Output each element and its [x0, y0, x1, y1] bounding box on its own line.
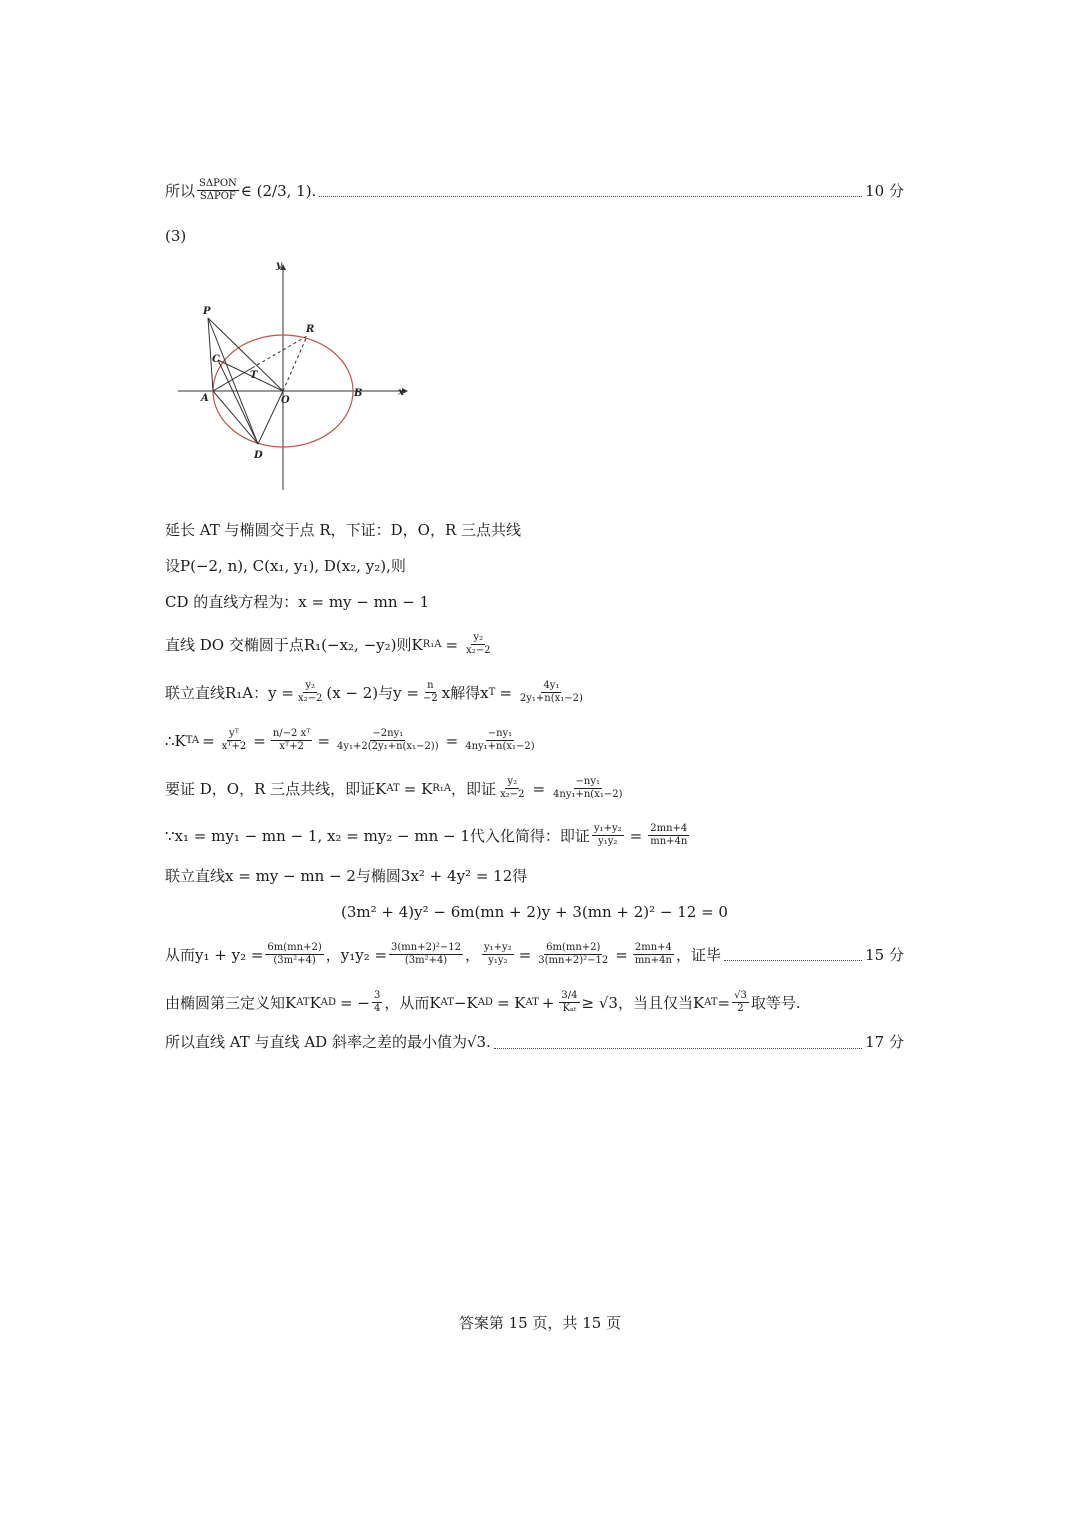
fraction [271, 728, 313, 753]
numerator: SΔPON [199, 178, 237, 189]
denominator: 4 [373, 1003, 381, 1014]
text: ，y₁y₂ = [325, 945, 388, 964]
text: ，从而K [384, 993, 441, 1012]
numerator: 3 [373, 990, 381, 1001]
segment-AT [213, 368, 252, 391]
text: = [615, 945, 628, 964]
text: = [202, 731, 215, 750]
fraction [372, 990, 382, 1015]
numerator: −ny₁ [575, 776, 601, 787]
vieta-line [165, 942, 904, 967]
dotted-leader [319, 184, 862, 197]
text: −K [453, 993, 478, 1012]
numerator: −2ny₁ [372, 728, 404, 739]
fraction [648, 823, 689, 848]
part-label: (3) [165, 227, 187, 245]
text: 联立直线R₁A：y = [165, 683, 294, 702]
fraction [498, 776, 526, 801]
score-mark: 17 分 [865, 1033, 904, 1051]
text: ≥ √3，当且仅当K [581, 993, 705, 1012]
subscript: AT [386, 782, 400, 794]
numerator: y₂ [473, 632, 484, 643]
text: = − [340, 993, 370, 1012]
text: ∈ (2/3, 1). [240, 181, 317, 200]
fraction [592, 823, 624, 848]
subscript: AT [704, 996, 718, 1008]
fraction [633, 942, 674, 967]
fraction [732, 990, 749, 1015]
label-C: C [212, 354, 220, 365]
denominator: 4ny₁+n(x₁−2) [465, 741, 535, 752]
denominator: (3m²+4) [273, 955, 316, 966]
fraction [482, 942, 514, 967]
denominator: Kₐₜ [562, 1003, 577, 1014]
text: = K [496, 993, 526, 1012]
ratio-conclusion-line [165, 178, 904, 203]
denominator: (3m²+4) [404, 955, 448, 966]
denominator: mn+4n [634, 955, 672, 966]
denominator: xᵀ+2 [279, 741, 304, 752]
text-line: CD 的直线方程为：x = my − mn − 1 [165, 593, 430, 611]
denominator: 2y₁+n(x₁−2) [519, 693, 583, 704]
text: = [518, 945, 532, 964]
denominator: 4ny₁+n(x₁−2) [553, 789, 623, 800]
numerator: 4y₁ [543, 680, 560, 691]
fraction [559, 990, 579, 1015]
numerator: 2mn+4 [634, 942, 672, 953]
denominator: 3(mn+2)²−12 [538, 955, 609, 966]
subscript: R₁A [422, 638, 442, 650]
fraction [335, 728, 441, 753]
numerator: 3/4 [561, 990, 578, 1001]
text: 由椭圆第三定义知K [165, 993, 297, 1012]
text: = [629, 826, 643, 845]
text-line: 联立直线x = my − mn − 2与椭圆3x² + 4y² = 12得 [165, 867, 528, 885]
subscript: AT [525, 996, 539, 1008]
proof-goal-line [165, 776, 904, 801]
text: = [317, 731, 331, 750]
text: ，证毕 [675, 945, 721, 964]
text: ，即证 [451, 779, 497, 798]
numerator: √3 [734, 990, 747, 1001]
text: = [445, 731, 459, 750]
text: = [445, 635, 459, 654]
label-P: P [203, 306, 211, 317]
label-O: O [281, 395, 290, 406]
text: ∵x₁ = my₁ − mn − 1, x₂ = my₂ − mn − 1代入化简得：即证 [165, 826, 590, 845]
segment-DO [258, 391, 283, 444]
label-y: y [276, 260, 282, 271]
denominator: y₁y₂ [488, 955, 508, 966]
denominator: 4y₁+2(2y₁+n(x₁−2)) [337, 741, 439, 752]
numerator: yᵀ [229, 728, 239, 739]
text-line: 延长 AT 与椭圆交于点 R，下证：D，O，R 三点共线 [165, 521, 522, 539]
fraction [389, 942, 463, 967]
denominator: mn+4n [650, 836, 688, 847]
text: = [532, 779, 546, 798]
quadratic-equation: (3m² + 4)y² − 6m(mn + 2)y + 3(mn + 2)² − 12 = 0 [341, 903, 728, 921]
denominator: SΔPOF [199, 191, 236, 202]
segment-AD [213, 391, 258, 444]
text: x解得x [441, 683, 489, 702]
denominator: 2 [737, 1003, 744, 1014]
denominator: x₂−2 [297, 693, 323, 704]
substitution-line [165, 823, 904, 848]
numerator: n [427, 680, 434, 691]
subscript: AT [440, 996, 454, 1008]
subscript: TA [185, 734, 200, 746]
text: ∴K [165, 731, 186, 750]
fraction [265, 942, 323, 967]
label-R: R [306, 324, 315, 335]
fraction [296, 680, 324, 705]
subscript: AT [296, 996, 310, 1008]
denominator: y₁y₂ [598, 836, 618, 847]
denominator: x₂−2 [500, 789, 525, 800]
dotted-leader [724, 948, 862, 961]
text: ， [465, 945, 481, 964]
third-definition-line [165, 990, 904, 1015]
numerator: 3(mn+2)²−12 [391, 942, 461, 953]
label-T: T [250, 370, 258, 381]
fraction [536, 942, 610, 967]
ellipse-figure [170, 258, 420, 498]
page-footer: 答案第 15 页，共 15 页 [458, 1314, 622, 1332]
numerator: n/−2 xᵀ [272, 728, 311, 739]
text: 要证 D，O，R 三点共线，即证K [165, 779, 387, 798]
numerator: −ny₁ [487, 728, 513, 739]
score-mark: 10 分 [865, 181, 904, 200]
denominator: −2 [422, 693, 438, 704]
text: = [253, 731, 266, 750]
denominator: xᵀ+2 [221, 741, 247, 752]
subscript: AD [477, 996, 493, 1008]
subscript: T [488, 686, 496, 698]
numerator: y₂ [305, 680, 315, 691]
label-A: A [201, 393, 209, 404]
denominator: x₂−2 [466, 645, 491, 656]
numerator: 6m(mn+2) [267, 942, 322, 953]
segment-OR-dashed [283, 336, 307, 391]
text: 从而y₁ + y₂ = [165, 945, 264, 964]
label-D: D [254, 450, 263, 461]
area-ratio-fraction [197, 178, 239, 203]
text: = [499, 683, 512, 702]
text: K [309, 993, 321, 1012]
subscript: AD [320, 996, 337, 1008]
label-B: B [354, 388, 363, 399]
text: 取等号. [750, 993, 801, 1012]
fraction [551, 776, 624, 801]
label-x: x [398, 387, 404, 398]
joint-line-R1A [165, 680, 904, 705]
fraction [220, 728, 249, 753]
segment-TR-dashed [252, 336, 307, 368]
numerator: y₁+y₂ [484, 942, 512, 953]
subscript: R₁A [432, 782, 452, 794]
numerator: y₁+y₂ [593, 823, 622, 834]
text-line: 设P(−2, n), C(x₁, y₁), D(x₂, y₂),则 [165, 557, 406, 575]
text: = K [403, 779, 433, 798]
slope-TA-line [165, 728, 904, 753]
slope-R1A-line [165, 632, 904, 657]
text: (x − 2)与y = [326, 683, 419, 702]
dotted-leader [494, 1036, 862, 1049]
text: 所以 [165, 181, 196, 200]
segment-PD [208, 318, 258, 444]
score-mark: 15 分 [865, 945, 904, 964]
text: 直线 DO 交椭圆于点R₁(−x₂, −y₂)则K [165, 635, 423, 654]
numerator: 6m(mn+2) [546, 942, 601, 953]
fraction [518, 680, 585, 705]
numerator: 2mn+4 [650, 823, 688, 834]
text: = [717, 993, 731, 1012]
final-conclusion-line [165, 1032, 904, 1052]
fraction [464, 632, 492, 657]
numerator: y₂ [507, 776, 518, 787]
fraction [421, 680, 440, 705]
text: + [541, 993, 555, 1012]
text: 所以直线 AT 与直线 AD 斜率之差的最小值为√3. [165, 1033, 491, 1051]
fraction [463, 728, 536, 753]
